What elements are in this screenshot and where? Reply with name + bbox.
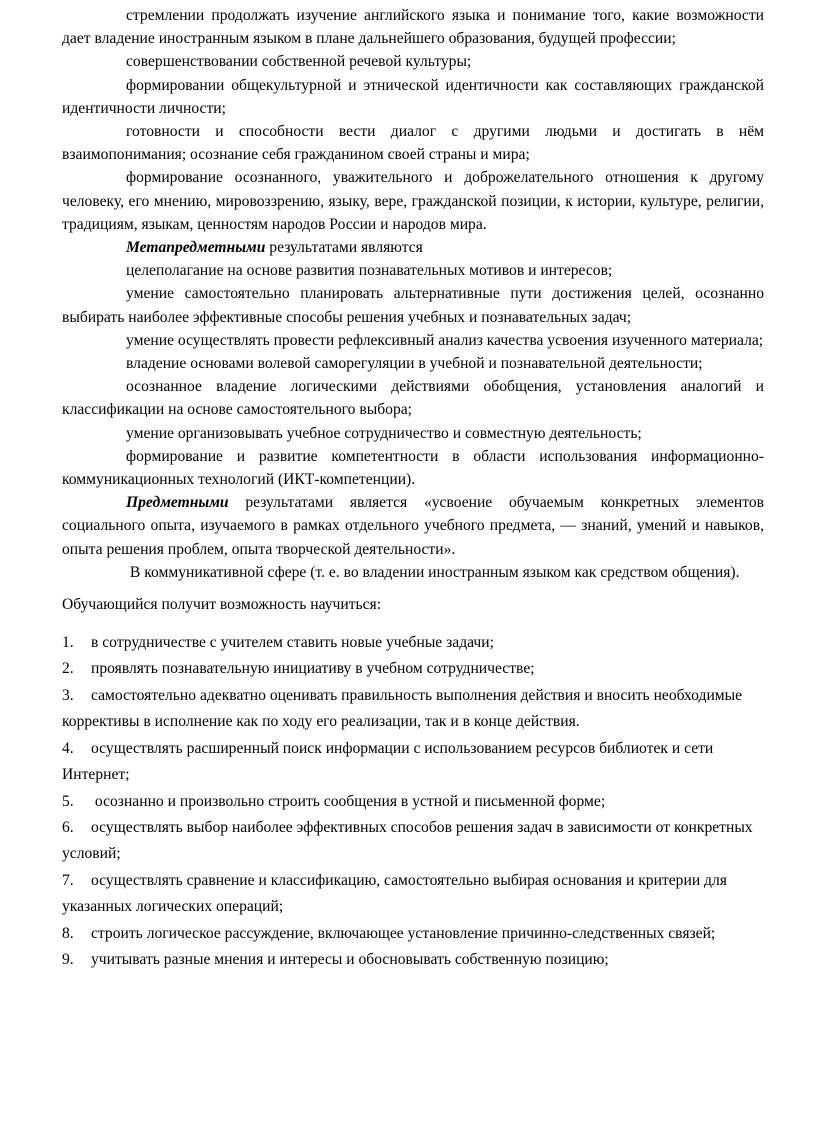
list-number: 8. bbox=[62, 924, 74, 942]
meta-item-1: целеполагание на основе развития познавательных мотивов и интересов; bbox=[126, 262, 613, 280]
list-text: строить логическое рассуждение, включающее установление причинно-следственных связей; bbox=[91, 924, 716, 942]
list-item bbox=[62, 683, 764, 736]
list-number: 6. bbox=[62, 818, 74, 836]
meta-item-7: формирование и развитие компетентности в области использования информационно-коммуникационных технологий (ИКТ-компетенции). bbox=[62, 447, 764, 489]
meta-item-3: умение осуществлять провести рефлексивный анализ качества усвоения изученного материала; bbox=[126, 331, 764, 349]
list-item bbox=[62, 947, 764, 973]
meta-item-2: умение самостоятельно планировать альтернативные пути достижения целей, осознанно выбирать наиболее эффективные способы решения учебных и познавательных задач; bbox=[62, 285, 764, 326]
paragraph-3: формировании общекультурной и этнической идентичности как составляющих гражданской идентичности личности; bbox=[62, 76, 764, 117]
list-number: 9. bbox=[62, 950, 74, 968]
communicative-sphere: В коммуникативной сфере (т. е. во владении иностранным языком как средством общения). bbox=[126, 563, 740, 581]
list-item bbox=[62, 868, 764, 921]
list-item bbox=[62, 630, 764, 656]
meta-item-4: владение основами волевой саморегуляции в учебной и познавательной деятельности; bbox=[126, 355, 703, 373]
paragraph-1: стремлении продолжать изучение английского языка и понимание того, какие возможности дает владение иностранным языком в плане дальнейшего образования, будущей профессии; bbox=[62, 7, 764, 48]
paragraph-4: готовности и способности вести диалог с другими людьми и достигать в нём взаимопонимания; осознание себя гражданином своей страны и мира; bbox=[62, 123, 764, 164]
meta-heading-term: Метапредметными bbox=[126, 239, 266, 257]
list-item bbox=[62, 656, 764, 682]
subject-results bbox=[62, 491, 764, 561]
paragraph-5: формирование осознанного, уважительного и доброжелательного отношения к другому человеку, его мнению, мировоззрению, языку, вере, гражданской позиции, к истории, культуре, религии, традициям, языкам, ценностям народов России и народов мира. bbox=[62, 169, 764, 233]
list-item bbox=[62, 815, 764, 868]
list-text: осуществлять сравнение и классификацию, самостоятельно выбирая основания и критерии для указанных логических операций; bbox=[62, 871, 727, 916]
meta-heading-rest: результатами являются bbox=[265, 239, 423, 257]
list-text: осознанно и произвольно строить сообщения в устной и письменной форме; bbox=[91, 792, 606, 810]
list-number: 5. bbox=[62, 792, 74, 810]
list-text: осуществлять выбор наиболее эффективных способов решения задач в зависимости от конкретных условий; bbox=[62, 818, 753, 863]
list-item bbox=[62, 921, 764, 947]
learning-lead: Обучающийся получит возможность научиться: bbox=[62, 596, 382, 614]
list-number: 4. bbox=[62, 739, 74, 757]
list-text: учитывать разные мнения и интересы и обосновывать собственную позицию; bbox=[91, 950, 609, 968]
meta-results-heading bbox=[62, 236, 764, 259]
list-number: 1. bbox=[62, 634, 74, 652]
document-page bbox=[62, 4, 764, 973]
subject-heading-term: Предметными bbox=[126, 494, 229, 512]
subject-heading-rest: результатами является «усвоение обучаемым конкретных элементов социального опыта, изучаемого в рамках отдельного учебного предмета, — знаний, умений и навыков, опыта решения проблем, опыта творческой деятельности». bbox=[62, 494, 764, 558]
list-number: 7. bbox=[62, 871, 74, 889]
list-number: 2. bbox=[62, 660, 74, 678]
list-number: 3. bbox=[62, 686, 74, 704]
list-item bbox=[62, 736, 764, 789]
list-text: в сотрудничестве с учителем ставить новые учебные задачи; bbox=[91, 634, 494, 652]
paragraph-2: совершенствовании собственной речевой культуры; bbox=[126, 53, 472, 71]
meta-item-5: осознанное владение логическими действиями обобщения, установления аналогий и классификации на основе самостоятельного выбора; bbox=[62, 378, 764, 419]
list-text: осуществлять расширенный поиск информации с использованием ресурсов библиотек и сети Интернет; bbox=[62, 739, 714, 784]
list-text: проявлять познавательную инициативу в учебном сотрудничестве; bbox=[91, 660, 535, 678]
learning-list bbox=[62, 630, 764, 973]
meta-item-6: умение организовывать учебное сотрудничество и совместную деятельность; bbox=[126, 424, 642, 442]
list-text: самостоятельно адекватно оценивать правильность выполнения действия и вносить необходимые коррективы в исполнение как по ходу его реализации, так и в конце действия. bbox=[62, 686, 743, 731]
list-item bbox=[62, 789, 764, 815]
